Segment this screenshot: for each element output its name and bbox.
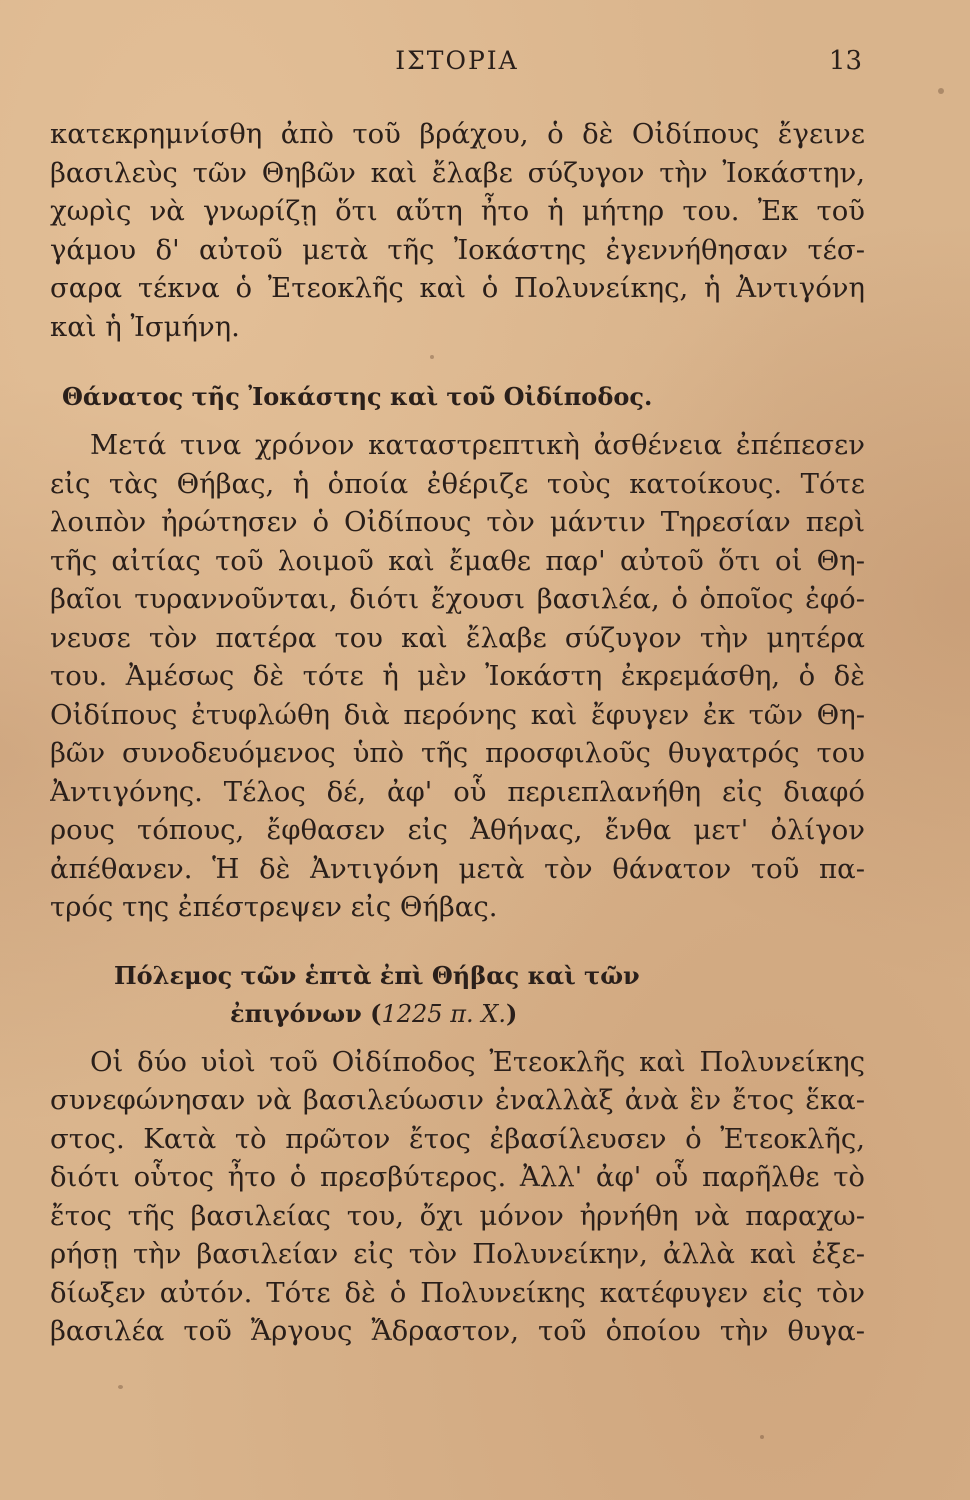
text-line: Οἱ δύο υἱοὶ τοῦ Οἰδίποδος Ἐτεοκλῆς καὶ Πολυνείκης [90,1045,865,1078]
text-line: δίωξεν αὐτόν. Τότε δὲ ὁ Πολυνείκης κατέφυγεν εἰς τὸν [50,1276,865,1309]
body-text [50,115,865,1351]
text-line: ἔτος τῆς βασιλείας του, ὄχι μόνον ἠρνήθη νὰ παραχω- [50,1199,865,1232]
text-line: συνεφώνησαν νὰ βασιλεύωσιν ἐναλλὰξ ἀνὰ ἓν ἔτος ἕκα- [50,1084,865,1116]
text-line: βῶν συνοδευόμενος ὑπὸ τῆς προσφιλοῦς θυγατρός του [50,737,865,769]
text-line: σαρα τέκνα ὁ Ἐτεοκλῆς καὶ ὁ Πολυνείκης, ἡ Ἀντιγόνη [50,272,865,304]
heading-paren: ) [505,998,518,1028]
text-line: στος. Κατὰ τὸ πρῶτον ἔτος ἐβασίλευσεν ὁ Ἐτεοκλῆς, [50,1122,865,1155]
text-line: διότι οὗτος ἦτο ὁ πρεσβύτερος. Ἀλλ' ἀφ' οὗ παρῆλθε τὸ [50,1161,865,1193]
heading-text: ἐπιγόνων ( [230,998,382,1028]
paragraph-death [50,426,865,927]
section-heading-war: Πόλεμος τῶν ἑπτὰ ἐπὶ Θήβας καὶ τῶν [114,960,640,990]
text-line: χωρὶς νὰ γνωρίζῃ ὅτι αὕτη ἦτο ἡ μήτηρ του. Ἐκ τοῦ [50,195,865,227]
text-line: κατεκρημνίσθη ἀπὸ τοῦ βράχου, ὁ δὲ Οἰδίπους ἔγεινε [50,118,865,150]
text-line: ἀπέθανεν. Ἡ δὲ Ἀντιγόνη μετὰ τὸν θάνατον τοῦ πα- [50,852,865,885]
paper-speck [938,88,944,94]
paper-speck [118,1385,123,1389]
text-line: βασιλέα τοῦ Ἄργους Ἄδραστον, τοῦ ὁποίου τὴν θυγα- [50,1315,865,1347]
text-line: γάμου δ' αὐτοῦ μετὰ τῆς Ἰοκάστης ἐγεννήθησαν τέσ- [50,233,865,266]
text-line: βαῖοι τυραννοῦνται, διότι ἔχουσι βασιλέα, ὁ ὁποῖος ἐφό- [50,583,865,615]
text-line: τῆς αἰτίας τοῦ λοιμοῦ καὶ ἔμαθε παρ' αὐτοῦ ὅτι οἱ Θη- [50,544,865,577]
text-line: λοιπὸν ἠρώτησεν ὁ Οἰδίπους τὸν μάντιν Τηρεσίαν περὶ [50,506,865,538]
text-line: Οἰδίπους ἐτυφλώθη διὰ περόνης καὶ ἔφυγεν ἐκ τῶν Θη- [50,698,865,731]
text-line: του. Ἀμέσως δὲ τότε ἡ μὲν Ἰοκάστη ἐκρεμάσθη, ὁ δὲ [50,660,865,692]
section-heading-war-line2 [50,995,865,1033]
text-line: Ἀντιγόνης. Τέλος δέ, ἀφ' οὗ περιεπλανήθη εἰς διαφό [50,775,865,808]
section-heading-death: Θάνατος τῆς Ἰοκάστης καὶ τοῦ Οἰδίποδος. [62,382,653,411]
text-line: καὶ ἡ Ἰσμήνη. [50,310,240,343]
heading-date: 1225 π. Χ. [381,999,506,1028]
text-line: εἰς τὰς Θήβας, ἡ ὁποία ἐθέριζε τοὺς κατοίκους. Τότε [50,467,865,500]
text-line: Μετά τινα χρόνον καταστρεπτικὴ ἀσθένεια ἐπέπεσεν [90,429,865,461]
running-title: ΙΣΤΟΡΙΑ [395,46,519,75]
paragraph-oedipus-king [50,115,865,346]
text-line: βασιλεὺς τῶν Θηβῶν καὶ ἔλαβε σύζυγον τὴν Ἰοκάστην, [50,156,865,189]
paper-speck [760,1435,764,1439]
page-number: 13 [828,46,862,76]
text-line: ρους τόπους, ἔφθασεν εἰς Ἀθήνας, ἔνθα μετ' ὀλίγον [50,814,865,846]
paragraph-war [50,1043,865,1351]
running-header [52,46,862,82]
text-line: τρός της ἐπέστρεψεν εἰς Θήβας. [50,891,498,923]
text-line: ρήσῃ τὴν βασιλείαν εἰς τὸν Πολυνείκην, ἀλλὰ καὶ ἐξε- [50,1238,865,1270]
text-line: νευσε τὸν πατέρα του καὶ ἔλαβε σύζυγον τὴν μητέρα [50,621,865,654]
